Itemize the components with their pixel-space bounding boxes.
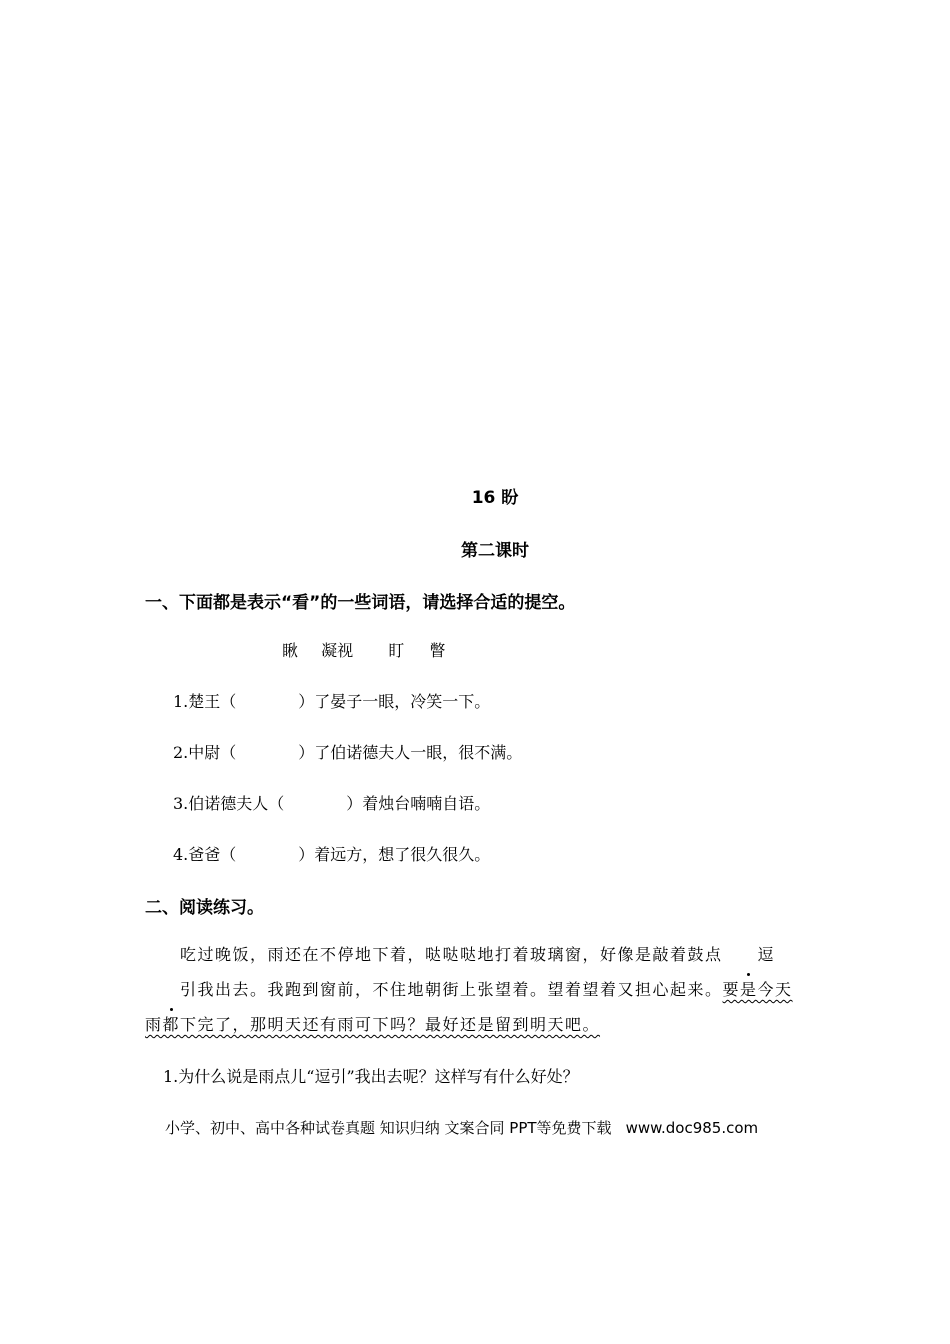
section2-heading: 二、阅读练习。 <box>145 898 264 918</box>
session-title: 第二课时 <box>461 541 529 561</box>
fill-blank-item <box>173 791 490 814</box>
passage-text: 我出去。我跑到窗前，不住地朝街上张望着。望着望着又担心起来。 <box>197 980 723 999</box>
item-suffix: ）了晏子一眼，冷笑一下。 <box>298 692 491 711</box>
reading-passage <box>145 937 797 1042</box>
emphasis-dot-char: 引 <box>145 972 198 1007</box>
footer-url[interactable]: www.doc985.com <box>625 1119 759 1137</box>
word-bank <box>282 638 445 661</box>
footer-banner <box>165 1117 758 1138</box>
item-prefix: 1.楚王（ <box>173 692 237 711</box>
fill-blank-item <box>173 740 522 763</box>
word-bank-item: 瞥 <box>429 641 446 660</box>
item-prefix: 4.爸爸（ <box>173 845 237 864</box>
fill-blank-item <box>173 842 490 865</box>
section1-heading: 一、下面都是表示“看”的一些词语，请选择合适的提空。 <box>145 593 576 613</box>
item-suffix: ）着远方，想了很久很久。 <box>298 845 491 864</box>
fill-blank-item <box>173 689 490 712</box>
item-suffix: ）着烛台喃喃自语。 <box>346 794 491 813</box>
footer-text: 小学、初中、高中各种试卷真题 知识归纳 文案合同 PPT等免费下载 <box>165 1119 612 1137</box>
emphasis-dot-char: 逗 <box>723 937 776 972</box>
passage-text: 吃过晚饭，雨还在不停地下着，哒哒哒地打着玻璃窗，好像是敲着鼓点 <box>180 945 723 964</box>
item-prefix: 2.中尉（ <box>173 743 237 762</box>
wavy-underlined-sentence: 要是今天雨都下完了，那明天还有雨可下吗？最好还是留到明天吧。 <box>145 980 793 1034</box>
word-bank-item: 瞅 <box>282 641 299 660</box>
lesson-title: 16 盼 <box>471 488 519 508</box>
reading-question-1: 1.为什么说是雨点儿“逗引”我出去呢？这样写有什么好处？ <box>163 1067 579 1086</box>
item-suffix: ）了伯诺德夫人一眼，很不满。 <box>298 743 523 762</box>
item-prefix: 3.伯诺德夫人（ <box>173 794 285 813</box>
word-bank-item: 凝视 <box>321 641 354 660</box>
word-bank-item: 盯 <box>388 641 405 660</box>
